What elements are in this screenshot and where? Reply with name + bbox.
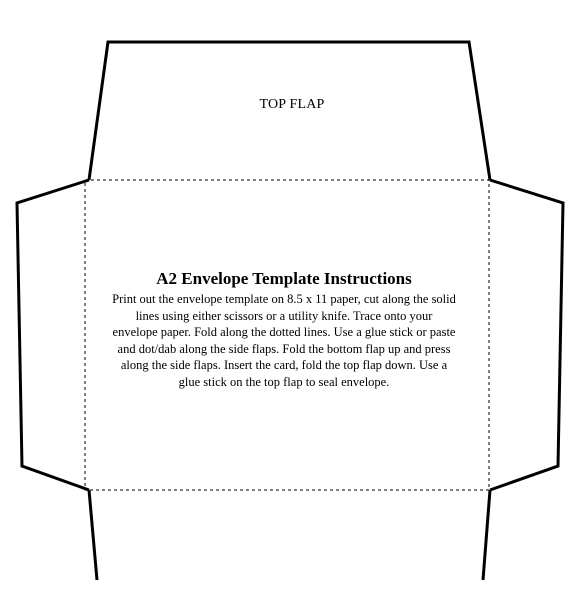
bottom-flap-right-cut-line (483, 490, 490, 580)
right-flap-cut-line (490, 180, 563, 490)
left-flap-cut-line (17, 180, 89, 490)
instructions-title: A2 Envelope Template Instructions (156, 269, 412, 288)
instructions-body: Print out the envelope template on 8.5 x 11 paper, cut along the solid lines using either scissors or a utility knife. Trace onto your envelope paper. Fold along the dotted lines. Use a glue stick or paste and dot/dab along the side flaps. Fold the bottom flap up and press along the side flaps. Insert the card, fold the top flap down. Use a glue stick on the top flap to seal envelope. (112, 292, 456, 389)
instructions-block (112, 268, 456, 391)
bottom-flap-left-cut-line (89, 490, 97, 580)
top-flap-label: TOP FLAP (259, 97, 325, 112)
